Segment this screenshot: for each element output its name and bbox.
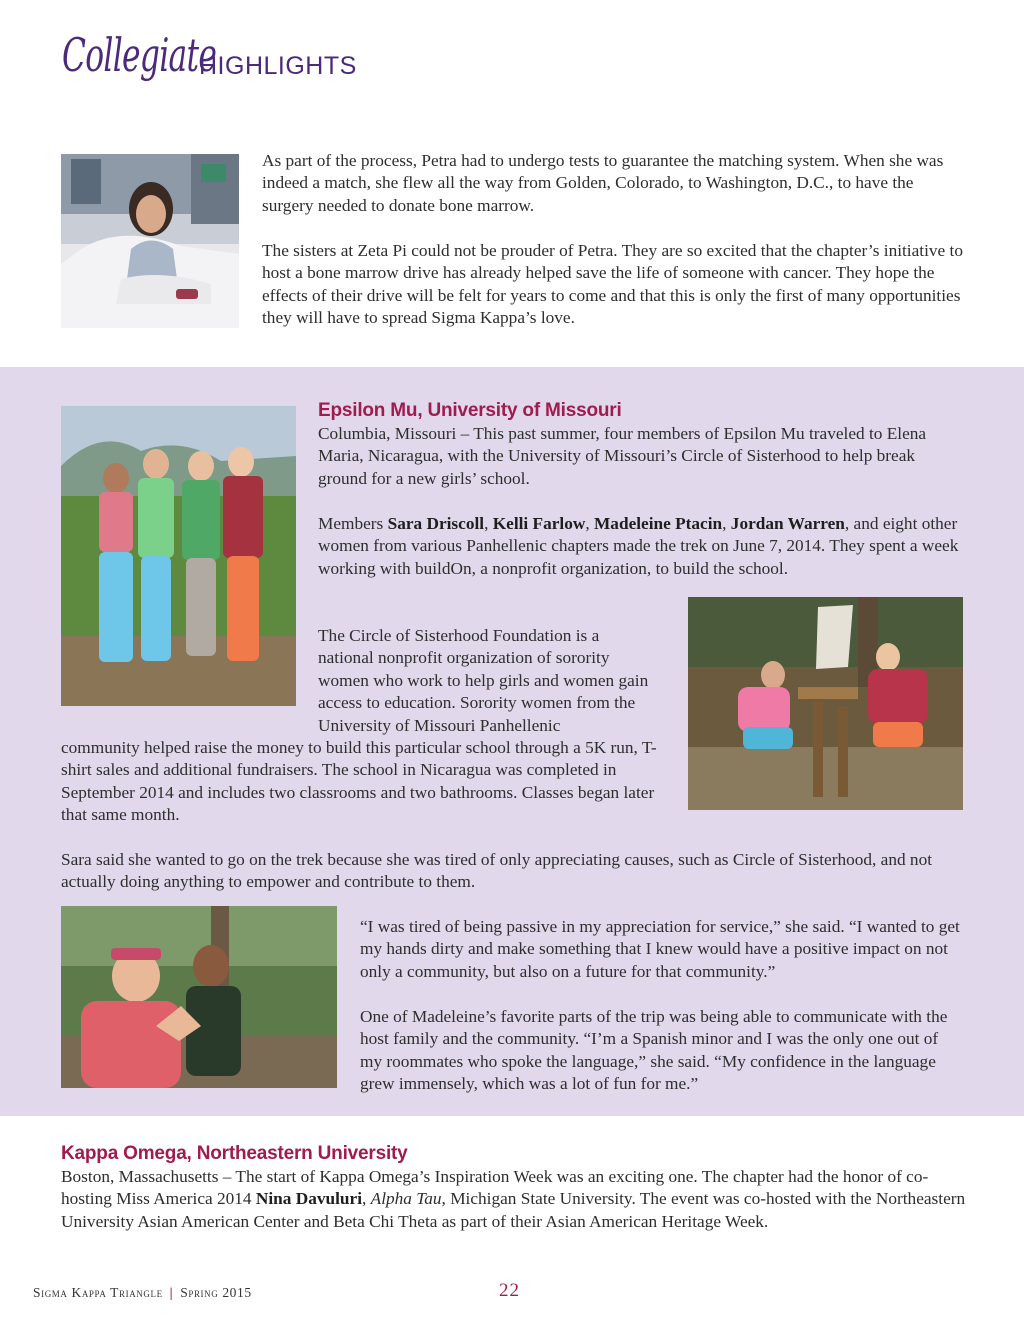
epsilon-paragraph-3a: The Circle of Sisterhood Foundation is a national nonprofit organization of sorority women who work to help girls and women gain access to education. Sorority women from the University of Missouri Panhellenic	[318, 626, 649, 735]
header-script-word: Collegiate	[62, 28, 217, 82]
epsilon-paragraph-4: Sara said she wanted to go on the trek because she was tired of only appreciating causes, such as Circle of Sisterhood, and not actually doing anything to empower and contribute to them.	[61, 850, 933, 892]
kappa-paragraph-1: Boston, Massachusetts – The start of Kappa Omega’s Inspiration Week was an exciting one. The chapter had the honor of co-hosting Miss America 2014 Nina Davuluri, Alpha Tau, Michigan State University. The event was co-hosted with the Northeastern University Asian American Center and Beta Chi Theta as part of their Asian American Heritage Week.	[61, 1167, 966, 1231]
epsilon-mu-title: Epsilon Mu, University of Missouri	[318, 400, 622, 421]
selfie-photo	[61, 906, 337, 1088]
kappa-text-a: Boston, Massachusetts – The start of Kappa Omega’s Inspiration Week was an exciting one. The chapter had the honor of co-hosting Miss America 2014	[61, 1167, 929, 1209]
page-number: 22	[499, 1280, 520, 1301]
kappa-text-b: , Michigan State University. The event was co-hosted with the Northeastern University Asian American Center and Beta Chi Theta as part of their Asian American Heritage Week.	[61, 1189, 966, 1231]
group-photo	[61, 406, 296, 706]
top-paragraph-1: As part of the process, Petra had to undergo tests to guarantee the matching system. When she was indeed a match, she flew all the way from Golden, Colorado, to Washington, D.C., to have the surgery needed to donate bone marrow.	[262, 151, 944, 215]
epsilon-paragraph-1: Columbia, Missouri – This past summer, four members of Epsilon Mu traveled to Elena Maria, Nicaragua, with the University of Missouri’s Circle of Sisterhood to help break ground for a new girls’ school.	[318, 424, 927, 488]
epsilon-paragraph-3b: community helped raise the money to build this particular school through a 5K run, T-shirt sales and additional fundraisers. The school in Nicaragua was completed in September 2014 and includes two classrooms and two bathrooms. Classes began later that same month.	[61, 738, 657, 825]
hospital-photo	[61, 154, 239, 328]
members-intro: Members	[318, 514, 388, 533]
member-name: Madeleine Ptacin	[594, 514, 723, 533]
miss-america-name: Nina Davuluri	[255, 1189, 362, 1209]
epsilon-paragraph-2: Members Sara Driscoll, Kelli Farlow, Madeleine Ptacin, Jordan Warren, and eight other women from various Panhellenic chapters made the trek on June 7, 2014. They spent a week working with buildOn, a nonprofit organization, to build the school.	[318, 514, 959, 578]
member-name: Sara Driscoll	[387, 514, 485, 533]
members-rest: and eight other women from various Panhellenic chapters made the trek on June 7, 2014. They spent a week working with buildOn, a nonprofit organization, to build the school.	[318, 514, 959, 578]
publication-name: Sigma Kappa Triangle	[33, 1285, 163, 1300]
issue-name: Spring 2015	[180, 1285, 252, 1300]
construction-photo	[688, 597, 963, 810]
kappa-omega-title: Kappa Omega, Northeastern University	[61, 1143, 408, 1164]
member-name: Kelli Farlow	[492, 514, 586, 533]
footer-publication	[33, 1285, 252, 1301]
member-name: Jordan Warren	[730, 514, 845, 533]
footer-separator: |	[169, 1285, 174, 1300]
header-caps-word: HIGHLIGHTS	[199, 52, 357, 80]
epsilon-paragraph-5: “I was tired of being passive in my appreciation for service,” she said. “I wanted to get my hands dirty and make something that I knew would have a positive impact on not only a community, but also on a future for that community.”	[360, 917, 960, 981]
chapter-name: Alpha Tau	[370, 1189, 442, 1209]
epsilon-paragraph-6: One of Madeleine’s favorite parts of the trip was being able to communicate with the host family and the community. “I’m a Spanish minor and I was the only one out of my roommates who spoke the language,” she said. “My confidence in the language grew immensely, which was a lot of fun for me.”	[360, 1007, 948, 1094]
top-paragraph-2: The sisters at Zeta Pi could not be prouder of Petra. They are so excited that the chapter’s initiative to host a bone marrow drive has already helped save the life of someone with cancer. They hope the effects of their drive will be felt for years to come and that this is only the first of many opportunities they will have to spread Sigma Kappa’s love.	[262, 241, 963, 328]
